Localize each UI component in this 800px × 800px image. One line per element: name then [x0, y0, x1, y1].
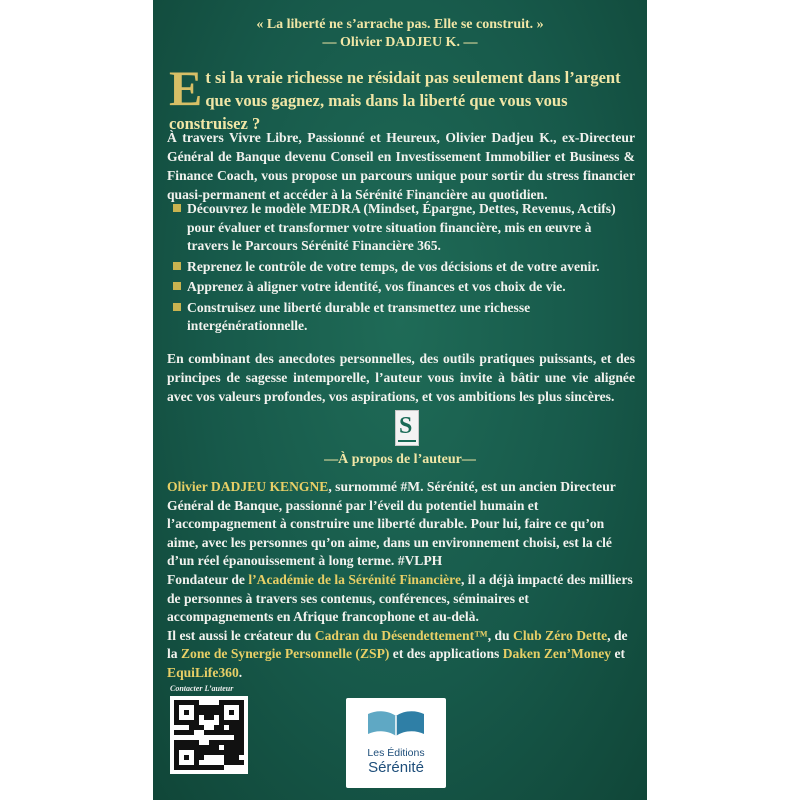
author-name: Olivier DADJEU KENGNE	[167, 479, 329, 494]
cadran-name: Cadran du Désendettement™	[314, 627, 488, 643]
epigraph-quote: « La liberté ne s’arrache pas. Elle se construit. »	[256, 17, 544, 32]
book-back-cover	[153, 0, 647, 800]
intro-text: t si la vraie richesse ne résidait pas seulement dans l’argent que vous gagnez, mais dans la liberté que vous vous construisez ?	[169, 68, 621, 133]
open-book-icon	[364, 708, 428, 738]
equilife-app-name: EquiLife360	[167, 664, 239, 680]
contact-author-label: Contacter L’auteur	[170, 684, 234, 693]
intro-question	[169, 60, 641, 135]
qr-code-icon[interactable]	[170, 696, 248, 774]
epigraph-author: — Olivier DADJEU K. —	[322, 35, 478, 50]
epigraph	[153, 16, 647, 52]
author-bio: Olivier DADJEU KENGNE, surnommé #M. Sérénité, est un ancien Directeur Général de Banque, passionné par l’éveil du potentiel humain et l’accompagnement à construire une liberté durable. Pour lui, faire ce qu’on aime, avec les personnes qu’on aime, dans un environnement choisi, est la clé d’un réel épanouissement à long terme. #VLPH Fondateur de l’Académie de la Sérénité Financière, il a déjà impacté des milliers de personnes à travers ses contenus, conférences, séminaires et accompagnements en Afrique francophone et au-delà. Il est aussi le créateur du Cadran du Désendettement™, du Club Zéro Dette, de la Zone de Synergie Personnelle (ZSP) et des applications Daken Zen’Money et EquiLife360.	[167, 479, 633, 680]
drop-cap: E	[169, 60, 203, 116]
bullet-item: Reprenez le contrôle de votre temps, de vos décisions et de votre avenir.	[173, 258, 635, 277]
zone-name: Zone de Synergie Personnelle (ZSP)	[180, 646, 390, 662]
bullet-item: Construisez une liberté durable et transmettez une richesse intergénérationnelle.	[173, 299, 635, 336]
academy-name: l’Académie de la Sérénité Financière	[248, 571, 461, 587]
publisher-logo	[346, 698, 446, 788]
about-author-heading: —À propos de l’auteur—	[324, 452, 476, 467]
club-name: Club Zéro Dette	[513, 627, 608, 643]
bullet-square-icon	[173, 303, 181, 311]
bullet-item: Apprenez à aligner votre identité, vos finances et vos choix de vie.	[173, 278, 635, 297]
summary-paragraph: En combinant des anecdotes personnelles, des outils pratiques puissants, et des principes de sagesse intemporelle, l’auteur vous invite à bâtir une vie alignée avec vos valeurs profondes, vos aspirations, et vos ambitions les plus sincères.	[167, 351, 635, 404]
bullet-square-icon	[173, 204, 181, 212]
bullet-square-icon	[173, 262, 181, 270]
bullet-list	[173, 200, 635, 338]
bullet-square-icon	[173, 282, 181, 290]
publisher-line2: Sérénité	[368, 759, 424, 776]
publisher-line1: Les Éditions	[367, 747, 425, 759]
bullet-item: Découvrez le modèle MEDRA (Mindset, Épargne, Dettes, Revenus, Actifs) pour évaluer et transformer votre situation financière, mis en œuvre à travers le Parcours Sérénité Financière 365.	[173, 200, 635, 256]
series-logo-icon: S	[395, 410, 419, 446]
daken-app-name: Daken Zen’Money	[502, 646, 612, 662]
description-paragraph: À travers Vivre Libre, Passionné et Heureux, Olivier Dadjeu K., ex-Directeur Général de Banque devenu Conseil en Investissement Immobilier et Business & Finance Coach, vous propose un parcours unique pour sortir du stress financier quasi-permanent et accéder à la Sérénité Financière au quotidien.	[167, 130, 635, 202]
